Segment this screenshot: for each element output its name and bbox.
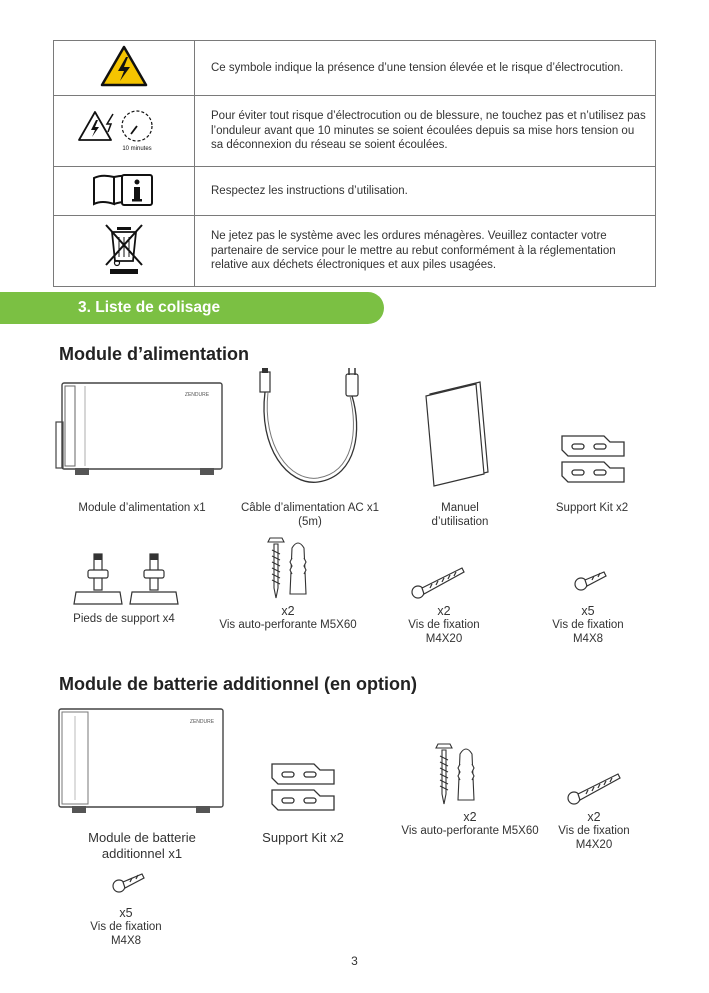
- symbol-row-instructions: [54, 167, 656, 216]
- symbol-table: [53, 40, 656, 287]
- symbol-text-weee: Ne jetez pas le système avec les ordures ménagères. Veuillez contacter votre partenaire de service pour le mettre au rebut conformément à la réglementation relative aux déchets électroniques et aux piles usagées.: [195, 216, 656, 287]
- battery-fixing-screw-m4x8-image: [112, 872, 146, 894]
- discharge-timer-icon: [79, 106, 169, 152]
- caption-battery-fixing-screw-m4x20: [544, 810, 644, 852]
- qty-battery-self-tapping-screw: x2: [463, 810, 477, 824]
- read-instructions-icon: [92, 172, 156, 206]
- caption-ac-cable: Câble d’alimentation AC x1 (5m): [240, 502, 380, 528]
- caption-self-tapping-screw: [214, 604, 362, 632]
- caption-battery-fixing-screw-m4x8: [76, 906, 176, 948]
- section-title: 3. Liste de colisage: [78, 299, 221, 316]
- name-battery-fixing-screw-m4x20: Vis de fixation M4X20: [558, 825, 630, 851]
- caption-battery-module: Module de batterie additionnel x1: [88, 830, 196, 861]
- name-fixing-screw-m4x8: Vis de fixation M4X8: [552, 619, 624, 645]
- manual-image: [422, 380, 494, 488]
- symbol-row-discharge-time: [54, 96, 656, 167]
- caption-battery-self-tapping-screw: [394, 810, 546, 838]
- battery-module-brand: ZENDURE: [189, 719, 215, 725]
- section-header-bar: [0, 292, 384, 324]
- qty-battery-fixing-screw-m4x20: x2: [587, 810, 601, 824]
- qty-fixing-screw-m4x8: x5: [581, 604, 595, 618]
- caption-battery-support-kit: Support Kit x2: [262, 830, 344, 845]
- ac-cable-image: [258, 368, 368, 492]
- qty-fixing-screw-m4x20: x2: [437, 604, 451, 618]
- battery-module-heading: Module de batterie additionnel (en option): [59, 674, 417, 694]
- fixing-screw-m4x8-image: [574, 570, 608, 592]
- caption-fixing-screw-m4x20: [394, 604, 494, 646]
- caption-manual: Manuel d’utilisation: [431, 502, 489, 528]
- caption-support-feet: Pieds de support x4: [73, 613, 175, 625]
- qty-self-tapping-screw: x2: [281, 604, 295, 618]
- battery-self-tapping-screw-image: [430, 744, 480, 808]
- qty-battery-fixing-screw-m4x8: x5: [119, 906, 133, 920]
- power-module-image: [55, 382, 225, 482]
- symbol-text-instructions: Respectez les instructions d’utilisation.: [195, 167, 656, 216]
- crossed-bin-icon: [104, 223, 144, 275]
- timer-label: 10 minutes: [122, 145, 152, 152]
- caption-support-kit: Support Kit x2: [555, 502, 629, 514]
- name-self-tapping-screw: Vis auto-perforante M5X60: [219, 619, 357, 631]
- battery-module-image: [58, 708, 226, 816]
- power-module-heading: Module d’alimentation: [59, 344, 250, 364]
- fixing-screw-m4x20-image: [410, 566, 466, 600]
- symbol-row-weee: [54, 216, 656, 287]
- battery-support-kit-image: [268, 760, 340, 818]
- symbol-row-high-voltage: [54, 41, 656, 96]
- name-fixing-screw-m4x20: Vis de fixation M4X20: [408, 619, 480, 645]
- symbol-text-discharge-time: Pour éviter tout risque d’électrocution ou de blessure, ne touchez pas et n’utilisez pas l’onduleur avant que 10 minutes se soient écoulées depuis sa mise hors tension ou sa déconnexion du réseau se soient écoulées.: [195, 96, 656, 167]
- symbol-text-high-voltage: Ce symbole indique la présence d’une tension élevée et le risque d’électrocution.: [195, 41, 656, 96]
- page-number: 3: [351, 954, 358, 968]
- caption-power-module: Module d’alimentation x1: [78, 502, 206, 514]
- self-tapping-screw-image: [262, 538, 312, 602]
- support-kit-image: [558, 432, 630, 490]
- high-voltage-warning-icon: [100, 45, 148, 87]
- battery-fixing-screw-m4x20-image: [566, 772, 622, 806]
- caption-fixing-screw-m4x8: [538, 604, 638, 646]
- power-module-brand: ZENDURE: [184, 392, 210, 398]
- name-battery-self-tapping-screw: Vis auto-perforante M5X60: [401, 825, 539, 837]
- name-battery-fixing-screw-m4x8: Vis de fixation M4X8: [90, 921, 162, 947]
- support-feet-image: [74, 552, 182, 606]
